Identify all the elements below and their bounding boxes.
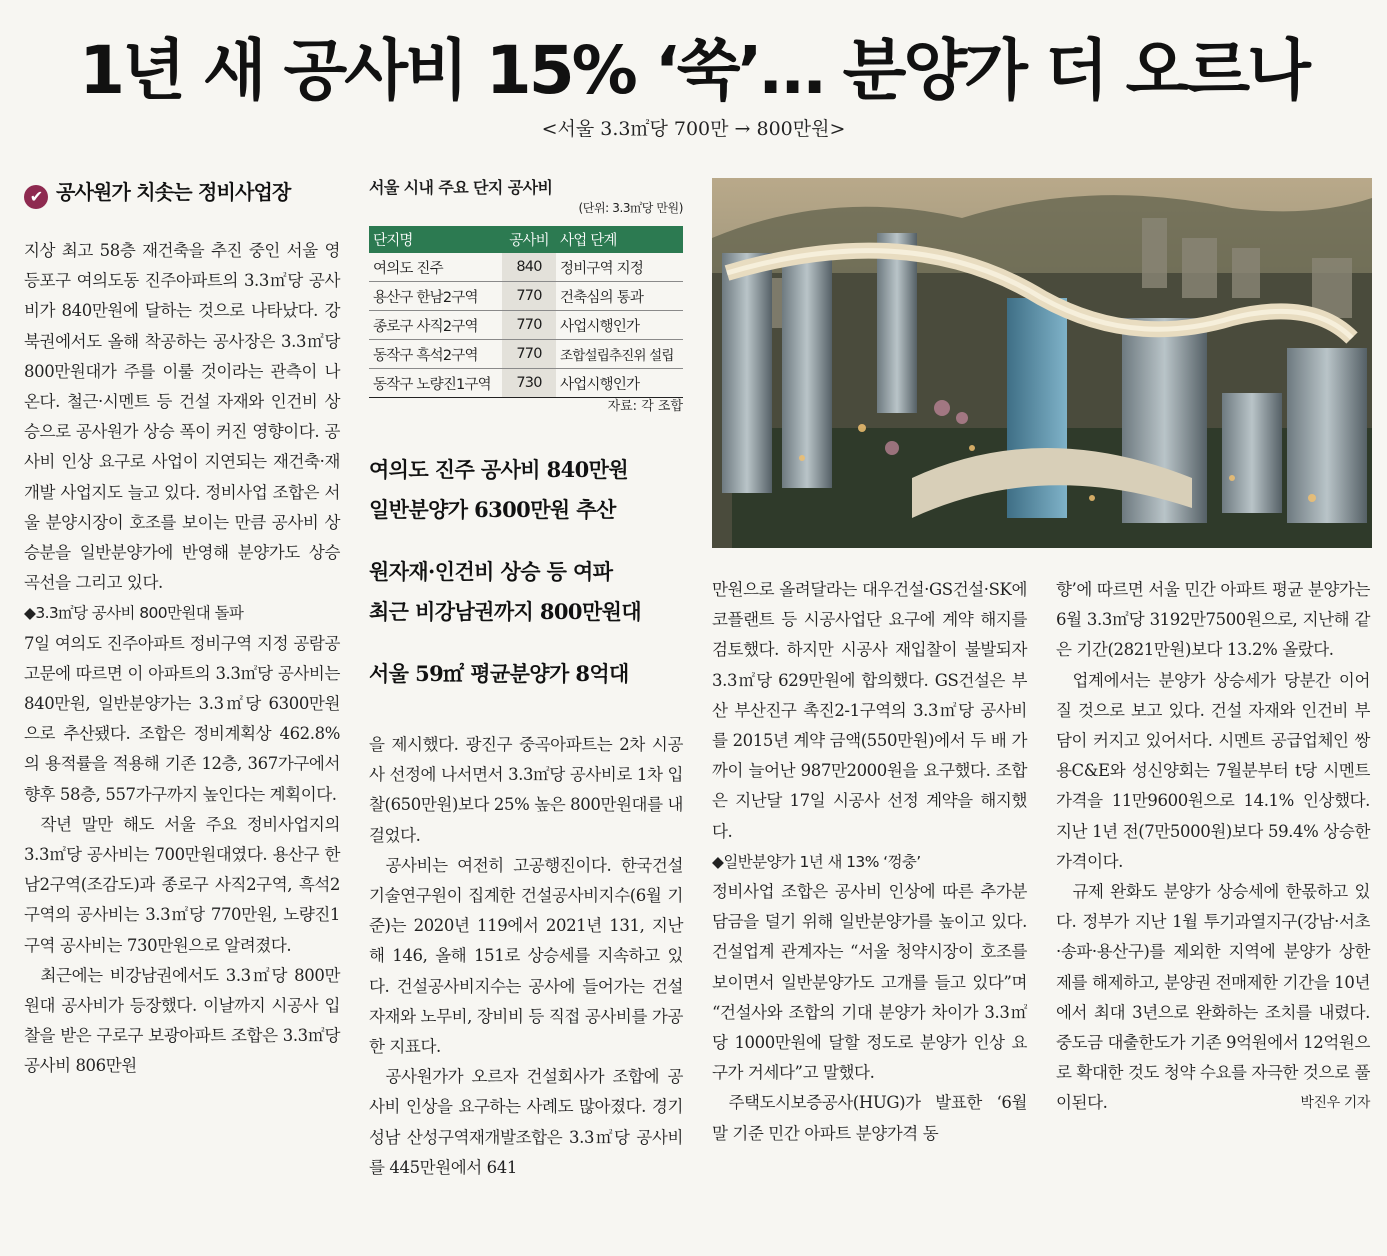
table-cell: 770 (502, 282, 556, 311)
pull-quote-3 (369, 654, 629, 694)
table-cell: 사업시행인가 (556, 369, 683, 398)
pull-quote-line: 원자재·인건비 상승 등 여파 (369, 559, 613, 584)
table-row (369, 311, 683, 340)
pull-quote-2 (369, 552, 641, 632)
paragraph: 향’에 따르면 서울 민간 아파트 평균 분양가는 6월 3.3㎡당 3192만7500원으로, 지난해 같은 기간(2821만원)보다 13.2% 올랐다. (1056, 580, 1370, 660)
article-column-1 (24, 236, 340, 1082)
subheading: ◆3.3㎡당 공사비 800만원대 돌파 (24, 604, 244, 623)
table-cell: 여의도 진주 (369, 253, 502, 282)
table-source: 자료: 각 조합 (607, 399, 683, 414)
table-cell: 730 (502, 369, 556, 398)
table-unit: (단위: 3.3㎡당 만원) (578, 201, 683, 215)
article-column-2 (369, 730, 683, 1183)
section-title-text: 공사원가 치솟는 정비사업장 (56, 180, 291, 204)
pull-quote-line: 일반분양가 6300만원 추산 (369, 497, 616, 522)
table-header: 공사비 (502, 226, 556, 253)
article-column-3 (712, 575, 1027, 1149)
table-cell: 조합설립추진위 설립 (556, 340, 683, 369)
paragraph: 업계에서는 분양가 상승세가 당분간 이어질 것으로 보고 있다. 건설 자재와 인건비 부담이 커지고 있어서다. 시멘트 공급업체인 쌍용C&E와 성신양회는 7월분부터 t당 시멘트 가격을 11만9600원으로 14.1% 인상했다. 지난 1년 전(7만5000원)보다 59.4% 상승한 가격이다. (1056, 670, 1370, 871)
paragraph: 작년 말만 해도 서울 주요 정비사업지의 3.3㎡당 공사비는 700만원대였다. 용산구 한남2구역(조감도)과 종로구 사직2구역, 흑석2구역의 공사비는 3.3㎡당 770만원, 노량진1구역 공사비는 730만원으로 알려졌다. (24, 814, 340, 955)
paragraph: 공사비는 여전히 고공행진이다. 한국건설기술연구원이 집계한 건설공사비지수(6월 기준)는 2020년 119에서 2021년 131, 지난해 146, 올해 151로 상승세를 지속하고 있다. 건설공사비지수는 공사에 들어가는 건설 자재와 노무비, 장비비 등 직접 공사비를 가공한 지표다. (369, 855, 683, 1057)
table-row (369, 369, 683, 398)
aerial-rendering-image (712, 178, 1372, 548)
paragraph: 만원으로 올려달라는 대우건설·GS건설·SK에코플랜트 등 시공사업단 요구에 계약 해지를 검토했다. 하지만 시공사 재입찰이 불발되자 3.3㎡당 629만원에 합의했다. GS건설은 부산 부산진구 촉진2-1구역의 3.3㎡당 공사비를 2015년 계약 금액(550만원)에서 두 배 가까이 늘어난 987만2000원을 요구했다. 조합은 지난달 17일 시공사 선정 계약을 해지했다. (712, 580, 1027, 841)
table-cell: 건축심의 통과 (556, 282, 683, 311)
table-row (369, 340, 683, 369)
table-row (369, 253, 683, 282)
subheading: ◆일반분양가 1년 새 13% ‘껑충’ (712, 852, 921, 871)
table-cell: 용산구 한남2구역 (369, 282, 502, 311)
cost-table (369, 226, 683, 398)
pull-quote-line: 여의도 진주 공사비 840만원 (369, 457, 629, 482)
paragraph (1056, 877, 1370, 1119)
paragraph: 최근에는 비강남권에서도 3.3㎡당 800만원대 공사비가 등장했다. 이날까지 시공사 입찰을 받은 구로구 보광아파트 조합은 3.3㎡당 공사비 806만원 (24, 965, 340, 1076)
checkmark-icon: ✔ (24, 185, 48, 209)
paragraph: 7일 여의도 진주아파트 정비구역 지정 공람공고문에 따르면 이 아파트의 3.3㎡당 공사비는 840만원, 일반분양가는 3.3㎡당 6300만원으로 추산됐다. 조합은 정비계획상 462.8%의 용적률을 적용해 기존 12층, 367가구에서 향후 58층, 557가구까지 높인다는 계획이다. (24, 633, 340, 804)
table-header: 사업 단계 (556, 226, 683, 253)
table-header: 단지명 (369, 226, 502, 253)
paragraph: 공사원가가 오르자 건설회사가 조합에 공사비 인상을 요구하는 사례도 많아졌다. 경기 성남 산성구역재개발조합은 3.3㎡당 공사비를 445만원에서 641 (369, 1067, 683, 1177)
paragraph: 을 제시했다. 광진구 중곡아파트는 2차 시공사 선정에 나서면서 3.3㎡당 공사비로 1차 입찰(650만원)보다 25% 높은 800만원대를 내걸었다. (369, 735, 683, 845)
paragraph: 지상 최고 58층 재건축을 추진 중인 서울 영등포구 여의도동 진주아파트의 3.3㎡당 공사비가 840만원에 달하는 것으로 나타났다. 강북권에서도 올해 착공하는 공사장은 3.3㎡당 800만원대가 주를 이룰 것이라는 관측이 나온다. 철근·시멘트 등 건설 자재와 인건비 상승으로 공사원가 상승 폭이 커진 영향이다. 공사비 인상 요구로 사업이 지연되는 재건축·재개발 사업지도 늘고 있다. 정비사업 조합은 서울 분양시장이 호조를 보이는 만큼 공사비 상승분을 일반분양가에 반영해 분양가도 상승 곡선을 그리고 있다. (24, 241, 340, 593)
article-column-4 (1056, 575, 1370, 1119)
byline: 박진우 기자 (1300, 1095, 1370, 1112)
table-cell: 정비구역 지정 (556, 253, 683, 282)
table-cell: 770 (502, 340, 556, 369)
table-cell: 종로구 사직2구역 (369, 311, 502, 340)
table-cell: 동작구 노량진1구역 (369, 369, 502, 398)
pull-quote-line: 서울 59㎡ 평균분양가 8억대 (369, 661, 629, 686)
headline: 1년 새 공사비 15% ‘쑥’… 분양가 더 오르나 (79, 32, 1308, 109)
pull-quote-1 (369, 450, 628, 530)
paragraph: 주택도시보증공사(HUG)가 발표한 ‘6월 말 기준 민간 아파트 분양가격 동 (712, 1093, 1027, 1143)
pull-quote-line: 최근 비강남권까지 800만원대 (369, 599, 642, 624)
table-cell: 동작구 흑석2구역 (369, 340, 502, 369)
section-title (24, 177, 291, 209)
table-header-row (369, 226, 683, 253)
table-row (369, 282, 683, 311)
subheadline: <서울 3.3㎡당 700만 → 800만원> (541, 118, 846, 140)
table-title: 서울 시내 주요 단지 공사비 (369, 178, 553, 197)
table-cell: 770 (502, 311, 556, 340)
paragraph-text: 규제 완화도 분양가 상승세에 한몫하고 있다. 정부가 지난 1월 투기과열지구(강남·서초·송파·용산구)를 제외한 지역에 분양가 상한제를 해제하고, 분양권 전매제한 기간을 10년에서 최대 3년으로 완화하는 조치를 내렸다. 중도금 대출한도가 기존 9억원에서 12억원으로 확대한 것도 청약 수요를 자극한 것으로 풀이된다. (1056, 882, 1370, 1113)
apartment-complex-illustration (712, 178, 1372, 548)
table-cell: 840 (502, 253, 556, 282)
paragraph: 정비사업 조합은 공사비 인상에 따른 추가분담금을 덜기 위해 일반분양가를 높이고 있다. 건설업계 관계자는 “서울 청약시장이 호조를 보이면서 일반분양가도 고개를 들고 있다”며 “건설사와 조합의 기대 분양가 차이가 3.3㎡당 1000만원에 달할 정도로 분양가 인상 요구가 거세다”고 말했다. (712, 882, 1027, 1083)
table-cell: 사업시행인가 (556, 311, 683, 340)
